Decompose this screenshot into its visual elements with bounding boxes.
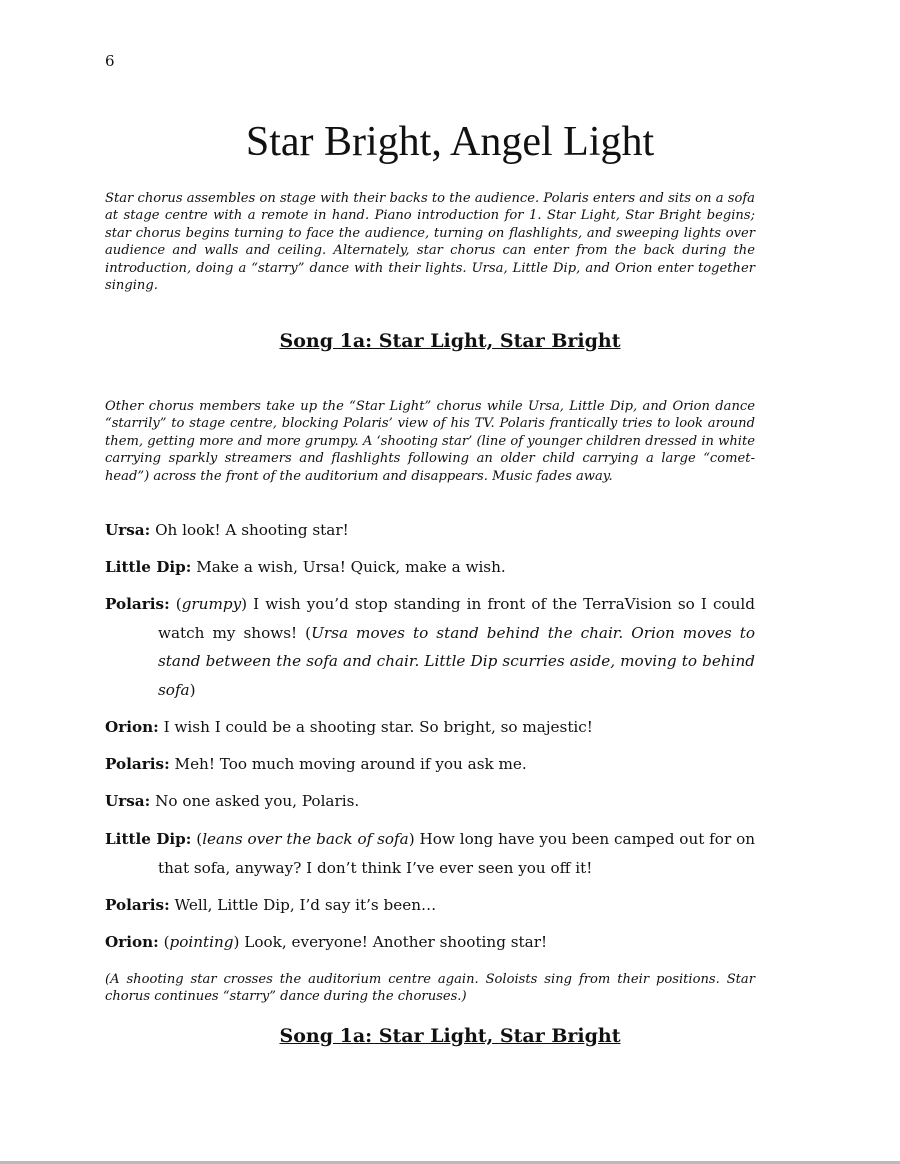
- dialogue-text: (: [158, 933, 170, 951]
- dialogue-text: Well, Little Dip, I’d say it’s been…: [169, 896, 437, 914]
- dialogue-line: [105, 590, 755, 704]
- page-title: Star Bright, Angel Light: [245, 119, 655, 165]
- page-number: 6: [105, 52, 115, 70]
- speaker-name: Orion:: [105, 933, 159, 951]
- dialogue-text: (: [169, 595, 182, 613]
- speaker-name: Ursa:: [105, 521, 151, 539]
- dialogue-text: ): [189, 680, 196, 699]
- dialogue-direction: Ursa moves to stand behind the chair. Orion moves to stand between the sofa and chair. Little Dip scurries aside, moving to behind sofa: [158, 623, 755, 699]
- dialogue-text: Make a wish, Ursa! Quick, make a wish.: [191, 558, 506, 576]
- speaker-name: Polaris:: [105, 595, 170, 613]
- dialogue-line: [105, 516, 755, 545]
- dialogue-line: [105, 553, 755, 582]
- dialogue-line: [105, 750, 755, 779]
- dialogue-text: ) How long have you been camped out for on that sofa, anyway? I don’t think I’ve ever seen you off it!: [158, 830, 755, 877]
- dialogue-line: [105, 713, 755, 742]
- stage-direction-opening: Star chorus assembles on stage with their backs to the audience. Polaris enters and sits on a sofa at stage centre with a remote in hand. Piano introduction for 1. Star Light, Star Bright begins; star chorus begins turning to face the audience, turning on flashlights, and sweeping lights over audience and walls and ceiling. Alternately, star chorus can enter from the back during the introduction, doing a “starry” dance with their lights. Ursa, Little Dip, and Orion enter together singing.: [105, 191, 755, 294]
- dialogue-direction: grumpy: [181, 595, 242, 613]
- song-heading-1: Song 1a: Star Light, Star Bright: [279, 330, 621, 352]
- dialogue-text: Meh! Too much moving around if you ask me.: [169, 755, 527, 773]
- song-heading-2: Song 1a: Star Light, Star Bright: [279, 1025, 621, 1047]
- speaker-name: Little Dip:: [105, 830, 192, 848]
- speaker-name: Ursa:: [105, 792, 151, 810]
- dialogue-direction: leans over the back of sofa: [202, 830, 409, 848]
- dialogue-line: [105, 891, 755, 920]
- dialogue-text: No one asked you, Polaris.: [150, 792, 360, 810]
- dialogue-line: [105, 825, 755, 882]
- dialogue-line: [105, 787, 755, 816]
- dialogue-line: [105, 928, 755, 957]
- speaker-name: Polaris:: [105, 896, 170, 914]
- dialogue-text: Oh look! A shooting star!: [150, 521, 349, 539]
- speaker-name: Orion:: [105, 718, 159, 736]
- dialogue-direction: pointing: [169, 933, 234, 951]
- dialogue-text: I wish I could be a shooting star. So bright, so majestic!: [158, 718, 593, 736]
- dialogue-text: ) Look, everyone! Another shooting star!: [233, 933, 548, 951]
- stage-direction-chorus: (A shooting star crosses the auditorium centre again. Soloists sing from their positions. Star chorus continues “starry” dance during the choruses.): [105, 972, 755, 1005]
- speaker-name: Polaris:: [105, 755, 170, 773]
- dialogue-text: (: [191, 830, 203, 848]
- speaker-name: Little Dip:: [105, 558, 192, 576]
- stage-direction-shooting-star: Other chorus members take up the “Star Light” chorus while Ursa, Little Dip, and Orion dance “starrily” to stage centre, blocking Polaris’ view of his TV. Polaris frantically tries to look around them, getting more and more grumpy. A ‘shooting star’ (line of younger children dressed in white carrying sparkly streamers and flashlights following an older child carrying a large “comet-head”) across the front of the auditorium and disappears. Music fades away.: [105, 399, 755, 484]
- dialogue-text: ) I wish you’d stop standing in front of the TerraVision so I could watch my shows! (: [158, 595, 755, 642]
